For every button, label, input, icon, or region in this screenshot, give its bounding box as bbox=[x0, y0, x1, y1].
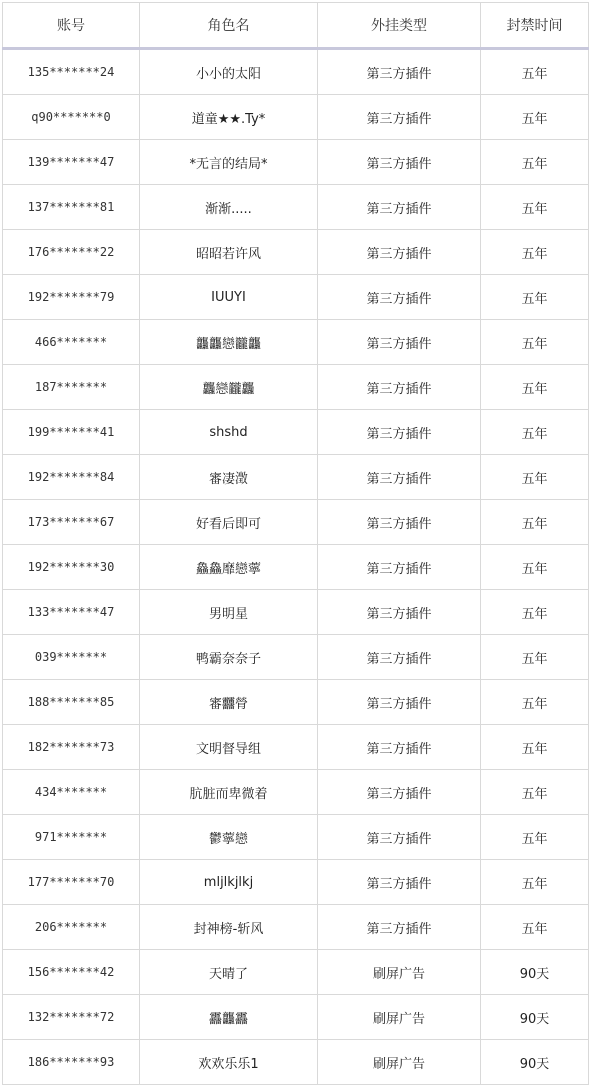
account-cell: 434******* bbox=[3, 770, 140, 815]
table-row bbox=[3, 815, 589, 860]
cheat-type-cell: 第三方插件 bbox=[318, 815, 481, 860]
cheat-type-cell: 刷屏广告 bbox=[318, 995, 481, 1040]
table-row bbox=[3, 590, 589, 635]
ban-duration-cell: 五年 bbox=[481, 725, 589, 770]
cheat-type-cell: 第三方插件 bbox=[318, 455, 481, 500]
ban-duration-cell: 五年 bbox=[481, 545, 589, 590]
account-cell: 182*******73 bbox=[3, 725, 140, 770]
cheat-type-cell: 第三方插件 bbox=[318, 365, 481, 410]
table-row bbox=[3, 905, 589, 950]
role-name-cell: 欢欢乐乐1 bbox=[140, 1040, 318, 1085]
cheat-type-cell: 第三方插件 bbox=[318, 680, 481, 725]
account-cell: 177*******70 bbox=[3, 860, 140, 905]
table-row bbox=[3, 185, 589, 230]
table-row bbox=[3, 680, 589, 725]
table-row bbox=[3, 995, 589, 1040]
table-row bbox=[3, 365, 589, 410]
role-name-cell: 好看后即可 bbox=[140, 500, 318, 545]
cheat-type-cell: 第三方插件 bbox=[318, 95, 481, 140]
account-cell: 173*******67 bbox=[3, 500, 140, 545]
table-row bbox=[3, 725, 589, 770]
role-name-cell: 昭昭若许风 bbox=[140, 230, 318, 275]
ban-duration-cell: 五年 bbox=[481, 410, 589, 455]
header-role-name: 角色名 bbox=[140, 3, 318, 49]
cheat-type-cell: 第三方插件 bbox=[318, 590, 481, 635]
role-name-cell: 小小的太阳 bbox=[140, 49, 318, 95]
role-name-cell: 鸭霸奈奈子 bbox=[140, 635, 318, 680]
role-name-cell: 審䨻膋 bbox=[140, 680, 318, 725]
ban-duration-cell: 五年 bbox=[481, 770, 589, 815]
header-ban-duration: 封禁时间 bbox=[481, 3, 589, 49]
role-name-cell: 審凄澂 bbox=[140, 455, 318, 500]
table-row bbox=[3, 410, 589, 455]
ban-duration-cell: 90天 bbox=[481, 995, 589, 1040]
cheat-type-cell: 第三方插件 bbox=[318, 545, 481, 590]
cheat-type-cell: 第三方插件 bbox=[318, 905, 481, 950]
cheat-type-cell: 第三方插件 bbox=[318, 185, 481, 230]
cheat-type-cell: 第三方插件 bbox=[318, 770, 481, 815]
ban-duration-cell: 五年 bbox=[481, 860, 589, 905]
role-name-cell: 封神榜-斩风 bbox=[140, 905, 318, 950]
role-name-cell: mljlkjlkj bbox=[140, 860, 318, 905]
role-name-cell: 龘龘戀龖龘 bbox=[140, 320, 318, 365]
role-name-cell: 鱻鱻靡戀薴 bbox=[140, 545, 318, 590]
account-cell: 186*******93 bbox=[3, 1040, 140, 1085]
account-cell: 039******* bbox=[3, 635, 140, 680]
account-cell: q90*******0 bbox=[3, 95, 140, 140]
table-body bbox=[3, 49, 589, 1085]
cheat-type-cell: 刷屏广告 bbox=[318, 950, 481, 995]
account-cell: 135*******24 bbox=[3, 49, 140, 95]
table-row bbox=[3, 275, 589, 320]
cheat-type-cell: 第三方插件 bbox=[318, 725, 481, 770]
table-row bbox=[3, 230, 589, 275]
ban-duration-cell: 五年 bbox=[481, 635, 589, 680]
table-row bbox=[3, 140, 589, 185]
ban-duration-cell: 五年 bbox=[481, 49, 589, 95]
ban-duration-cell: 五年 bbox=[481, 455, 589, 500]
header-account: 账号 bbox=[3, 3, 140, 49]
account-cell: 139*******47 bbox=[3, 140, 140, 185]
ban-duration-cell: 五年 bbox=[481, 140, 589, 185]
account-cell: 133*******47 bbox=[3, 590, 140, 635]
role-name-cell: 鬱薴戀 bbox=[140, 815, 318, 860]
ban-duration-cell: 五年 bbox=[481, 320, 589, 365]
account-cell: 137*******81 bbox=[3, 185, 140, 230]
ban-duration-cell: 五年 bbox=[481, 95, 589, 140]
ban-duration-cell: 五年 bbox=[481, 815, 589, 860]
table-row bbox=[3, 455, 589, 500]
account-cell: 187******* bbox=[3, 365, 140, 410]
account-cell: 192*******84 bbox=[3, 455, 140, 500]
account-cell: 188*******85 bbox=[3, 680, 140, 725]
table-row bbox=[3, 95, 589, 140]
ban-duration-cell: 90天 bbox=[481, 950, 589, 995]
account-cell: 192*******30 bbox=[3, 545, 140, 590]
ban-duration-cell: 五年 bbox=[481, 590, 589, 635]
cheat-type-cell: 第三方插件 bbox=[318, 410, 481, 455]
table-row bbox=[3, 1040, 589, 1085]
table-row bbox=[3, 950, 589, 995]
cheat-type-cell: 第三方插件 bbox=[318, 320, 481, 365]
account-cell: 971******* bbox=[3, 815, 140, 860]
ban-duration-cell: 五年 bbox=[481, 905, 589, 950]
table-row bbox=[3, 49, 589, 95]
role-name-cell: 男明星 bbox=[140, 590, 318, 635]
ban-duration-cell: 五年 bbox=[481, 500, 589, 545]
role-name-cell: IUUYI bbox=[140, 275, 318, 320]
ban-duration-cell: 五年 bbox=[481, 680, 589, 725]
header-cheat-type: 外挂类型 bbox=[318, 3, 481, 49]
ban-duration-cell: 五年 bbox=[481, 185, 589, 230]
account-cell: 132*******72 bbox=[3, 995, 140, 1040]
cheat-type-cell: 第三方插件 bbox=[318, 635, 481, 680]
table-row bbox=[3, 770, 589, 815]
cheat-type-cell: 第三方插件 bbox=[318, 140, 481, 185]
role-name-cell: 龘戀龖龘 bbox=[140, 365, 318, 410]
table-header bbox=[3, 3, 589, 49]
table-row bbox=[3, 320, 589, 365]
role-name-cell: 道童★★.Ty* bbox=[140, 95, 318, 140]
cheat-type-cell: 刷屏广告 bbox=[318, 1040, 481, 1085]
header-row bbox=[3, 3, 589, 49]
ban-duration-cell: 90天 bbox=[481, 1040, 589, 1085]
cheat-type-cell: 第三方插件 bbox=[318, 49, 481, 95]
ban-duration-cell: 五年 bbox=[481, 365, 589, 410]
role-name-cell: shshd bbox=[140, 410, 318, 455]
ban-duration-cell: 五年 bbox=[481, 230, 589, 275]
account-cell: 192*******79 bbox=[3, 275, 140, 320]
role-name-cell: *无言的结局* bbox=[140, 140, 318, 185]
account-cell: 176*******22 bbox=[3, 230, 140, 275]
account-cell: 156*******42 bbox=[3, 950, 140, 995]
table-row bbox=[3, 860, 589, 905]
table-row bbox=[3, 545, 589, 590]
account-cell: 199*******41 bbox=[3, 410, 140, 455]
role-name-cell: 天晴了 bbox=[140, 950, 318, 995]
cheat-type-cell: 第三方插件 bbox=[318, 860, 481, 905]
role-name-cell: 渐渐..... bbox=[140, 185, 318, 230]
table-row bbox=[3, 500, 589, 545]
cheat-type-cell: 第三方插件 bbox=[318, 275, 481, 320]
ban-list-table bbox=[2, 2, 589, 1085]
ban-duration-cell: 五年 bbox=[481, 275, 589, 320]
cheat-type-cell: 第三方插件 bbox=[318, 230, 481, 275]
account-cell: 206******* bbox=[3, 905, 140, 950]
role-name-cell: 文明督导组 bbox=[140, 725, 318, 770]
account-cell: 466******* bbox=[3, 320, 140, 365]
role-name-cell: 肮脏而卑微着 bbox=[140, 770, 318, 815]
role-name-cell: 靐龘靐 bbox=[140, 995, 318, 1040]
cheat-type-cell: 第三方插件 bbox=[318, 500, 481, 545]
table-row bbox=[3, 635, 589, 680]
